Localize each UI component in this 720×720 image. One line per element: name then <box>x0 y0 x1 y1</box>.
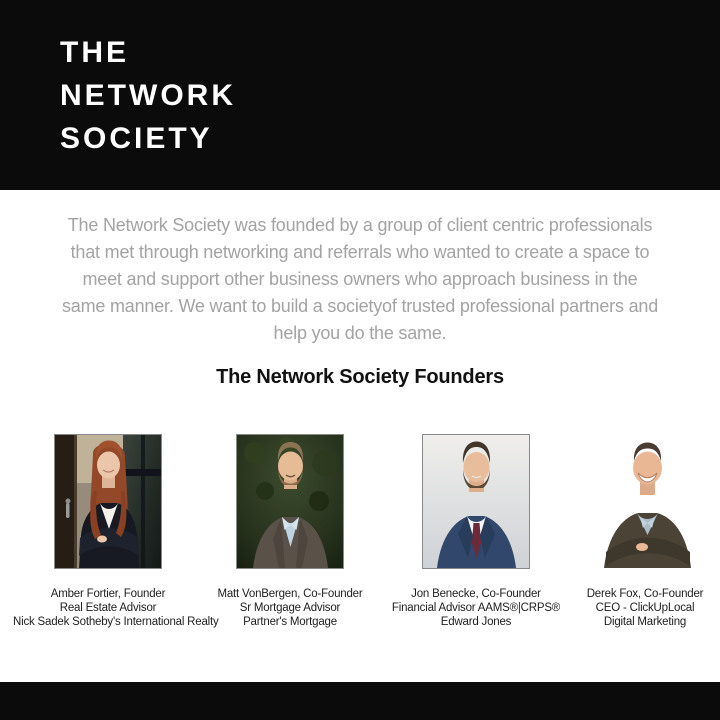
founder-caption <box>381 587 571 629</box>
intro-line-3: meet and support other business owners who approach business in the <box>82 269 638 289</box>
portrait-jon-benecke <box>422 434 530 569</box>
founder-card-derek-fox <box>550 434 720 629</box>
bottom-bar <box>0 682 720 720</box>
founder-org: Edward Jones <box>440 616 512 628</box>
portrait-matt-vonbergen-image <box>237 435 343 568</box>
portrait-jon-benecke-image <box>423 435 529 568</box>
founder-org: Nick Sadek Sotheby's International Realty <box>13 616 219 628</box>
founder-card-matt-vonbergen <box>195 434 385 629</box>
founder-card-jon-benecke <box>381 434 571 629</box>
founder-name: Matt VonBergen, Co-Founder <box>217 588 363 600</box>
founder-caption <box>195 587 385 629</box>
brand-title-line-2: NETWORK <box>60 79 236 112</box>
top-banner <box>0 0 720 190</box>
founders-row <box>0 434 720 644</box>
founder-name: Amber Fortier, Founder <box>50 588 166 600</box>
founder-role: Real Estate Advisor <box>59 602 157 614</box>
brand-title-line-1: THE <box>60 36 129 69</box>
founders-heading: The Network Society Founders <box>216 366 504 388</box>
intro-line-5: help you do the same. <box>273 323 447 343</box>
portrait-amber-fortier-image <box>55 435 161 568</box>
founder-name: Derek Fox, Co-Founder <box>586 588 704 600</box>
founder-org: Digital Marketing <box>603 616 687 628</box>
founder-caption <box>550 587 720 629</box>
brand-title-line-3: SOCIETY <box>60 122 213 155</box>
intro-paragraph <box>0 212 720 347</box>
portrait-derek-fox <box>591 434 699 569</box>
brand-title <box>60 31 236 160</box>
founder-role: Financial Advisor AAMS®|CRPS® <box>391 602 561 614</box>
intro-line-4: same manner. We want to build a societyof trusted professional partners and <box>62 296 658 316</box>
founder-name: Jon Benecke, Co-Founder <box>411 588 541 600</box>
intro-line-2: that met through networking and referrals who wanted to create a space to <box>70 242 650 262</box>
portrait-amber-fortier <box>54 434 162 569</box>
intro-line-1: The Network Society was founded by a group of client centric professionals <box>67 215 653 235</box>
founder-org: Partner's Mortgage <box>243 616 337 628</box>
founder-role: CEO - ClickUpLocal <box>595 602 695 614</box>
founder-role: Sr Mortgage Advisor <box>239 602 341 614</box>
founder-caption <box>13 587 219 629</box>
founder-card-amber-fortier <box>13 434 219 629</box>
portrait-derek-fox-image <box>592 435 698 568</box>
portrait-matt-vonbergen <box>236 434 344 569</box>
